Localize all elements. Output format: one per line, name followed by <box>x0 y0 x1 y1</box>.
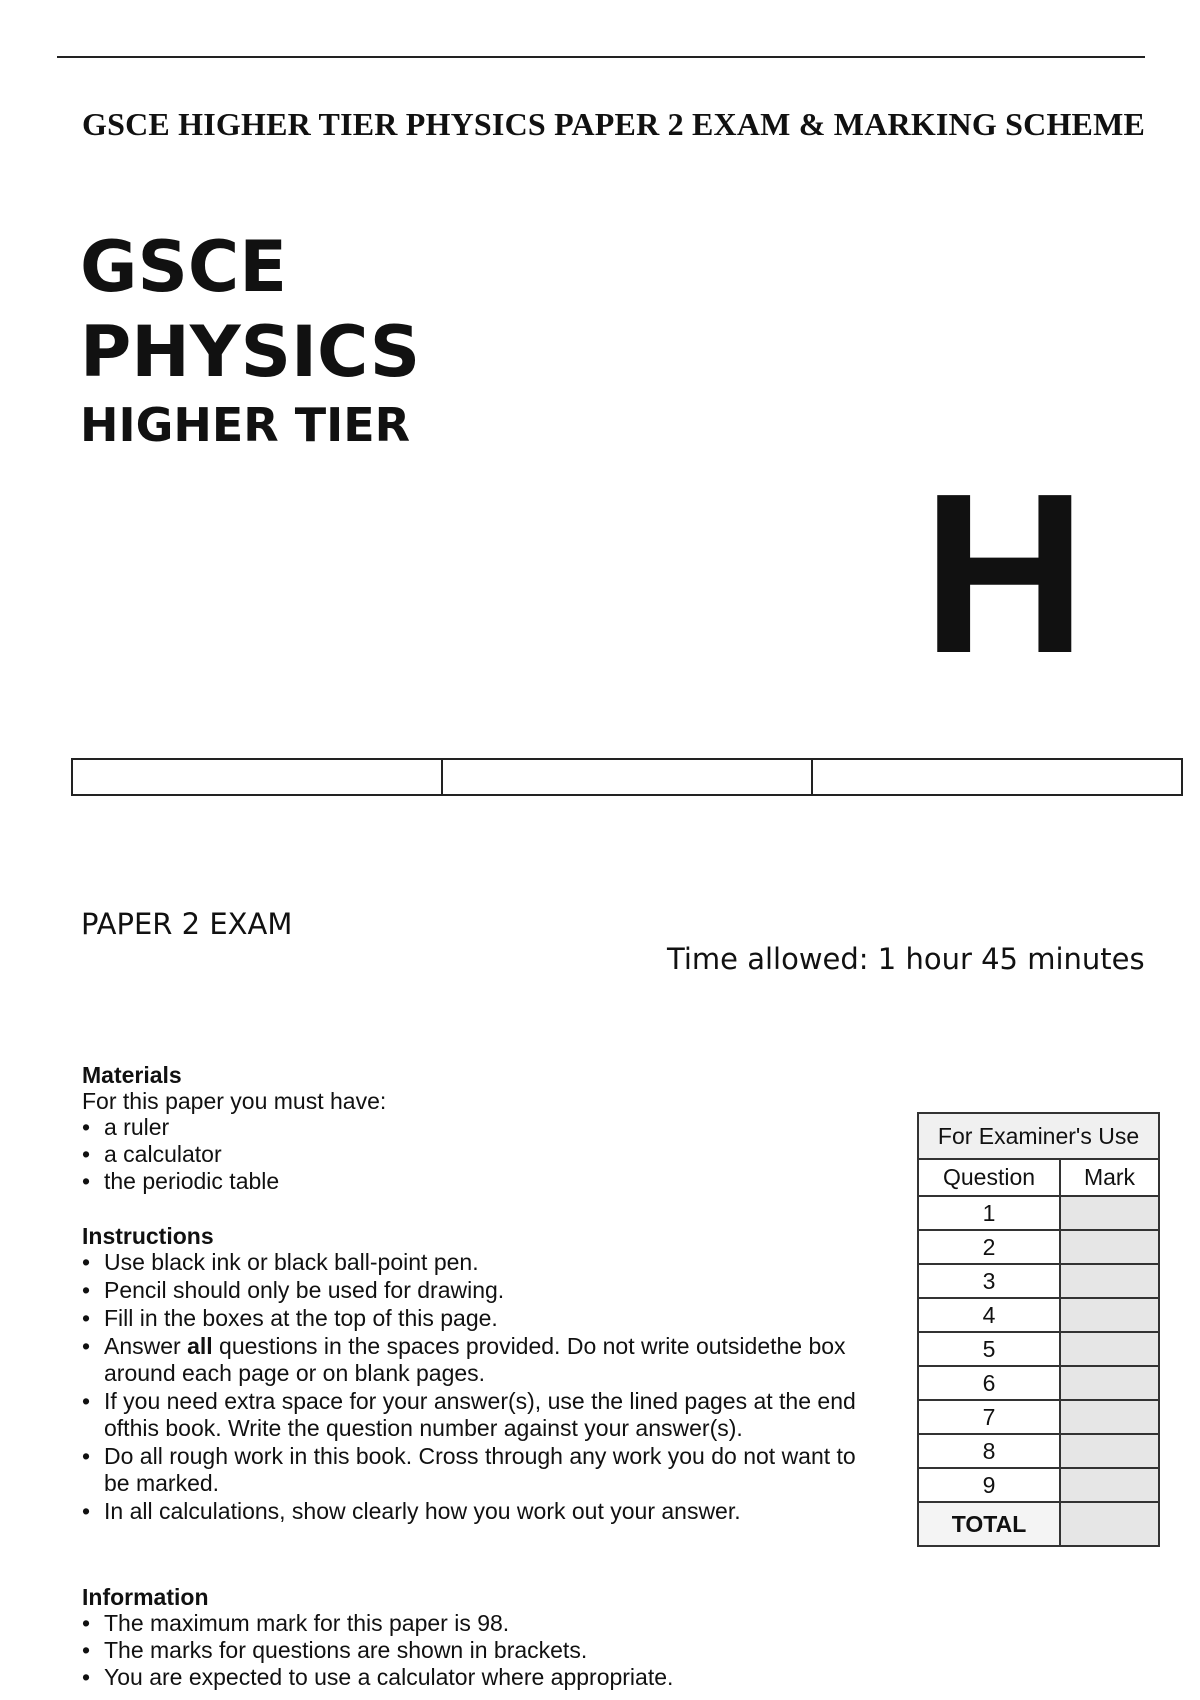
total-label: TOTAL <box>918 1502 1060 1546</box>
mark-cell[interactable] <box>1060 1264 1159 1298</box>
table-row <box>918 1264 1159 1298</box>
question-number: 4 <box>918 1298 1060 1332</box>
information-item: • The maximum mark for this paper is 98. <box>82 1610 882 1637</box>
mark-cell[interactable] <box>1060 1400 1159 1434</box>
table-row <box>918 1400 1159 1434</box>
instructions-list <box>82 1249 882 1525</box>
materials-item: • the periodic table <box>82 1168 702 1195</box>
mark-cell[interactable] <box>1060 1468 1159 1502</box>
materials-list <box>82 1114 702 1195</box>
information-item: • You are expected to use a calculator where appropriate. <box>82 1664 882 1691</box>
column-header-question: Question <box>918 1159 1060 1196</box>
information-section <box>82 1584 882 1691</box>
question-number: 9 <box>918 1468 1060 1502</box>
mark-cell[interactable] <box>1060 1196 1159 1230</box>
materials-heading: Materials <box>82 1062 182 1088</box>
candidate-box-2[interactable] <box>443 760 813 794</box>
brand-line-tier: HIGHER TIER <box>80 398 411 452</box>
candidate-box-3[interactable] <box>813 760 1181 794</box>
instruction-item: • If you need extra space for your answer(s), use the lined pages at the end ofthis book. Write the question number against your answer(s). <box>82 1388 882 1442</box>
instructions-section <box>82 1223 882 1526</box>
examiner-table-caption: For Examiner's Use <box>918 1113 1159 1159</box>
materials-item: • a calculator <box>82 1141 702 1168</box>
brand-line-physics: PHYSICS <box>80 311 421 393</box>
mark-cell[interactable] <box>1060 1230 1159 1264</box>
table-row <box>918 1230 1159 1264</box>
mark-cell[interactable] <box>1060 1366 1159 1400</box>
table-row <box>918 1196 1159 1230</box>
top-rule <box>57 56 1145 58</box>
table-row <box>918 1332 1159 1366</box>
materials-section <box>82 1062 702 1195</box>
question-number: 1 <box>918 1196 1060 1230</box>
question-number: 2 <box>918 1230 1060 1264</box>
information-item: • The marks for questions are shown in brackets. <box>82 1637 882 1664</box>
instruction-item: • Do all rough work in this book. Cross through any work you do not want to be marked. <box>82 1443 882 1497</box>
materials-item: • a ruler <box>82 1114 702 1141</box>
information-heading: Information <box>82 1584 209 1610</box>
mark-cell[interactable] <box>1060 1298 1159 1332</box>
table-row <box>918 1366 1159 1400</box>
candidate-box-1[interactable] <box>73 760 443 794</box>
mark-cell[interactable] <box>1060 1434 1159 1468</box>
paper-title: PAPER 2 EXAM <box>81 907 293 941</box>
question-number: 3 <box>918 1264 1060 1298</box>
time-allowed: Time allowed: 1 hour 45 minutes <box>667 942 1145 976</box>
document-header-title: GSCE HIGHER TIER PHYSICS PAPER 2 EXAM & MARKING SCHEME <box>82 106 1146 142</box>
mark-cell[interactable] <box>1060 1332 1159 1366</box>
emphasis-all: all <box>187 1333 213 1359</box>
tier-letter: H <box>922 447 1087 701</box>
question-number: 5 <box>918 1332 1060 1366</box>
table-row <box>918 1434 1159 1468</box>
question-number: 6 <box>918 1366 1060 1400</box>
column-header-mark: Mark <box>1060 1159 1159 1196</box>
question-number: 7 <box>918 1400 1060 1434</box>
instruction-item: • Fill in the boxes at the top of this page. <box>82 1305 882 1332</box>
total-mark-cell[interactable] <box>1060 1502 1159 1546</box>
table-row <box>918 1298 1159 1332</box>
instructions-heading: Instructions <box>82 1223 214 1249</box>
table-row <box>918 1468 1159 1502</box>
candidate-details-boxes <box>71 758 1183 796</box>
materials-intro: For this paper you must have: <box>82 1088 387 1114</box>
examiner-use-table <box>917 1112 1160 1547</box>
information-list <box>82 1610 882 1691</box>
total-row <box>918 1502 1159 1546</box>
instruction-item: • In all calculations, show clearly how you work out your answer. <box>82 1498 882 1525</box>
question-number: 8 <box>918 1434 1060 1468</box>
instruction-item: • Use black ink or black ball-point pen. <box>82 1249 882 1276</box>
brand-line-gsce: GSCE <box>80 226 288 308</box>
instruction-item: • Pencil should only be used for drawing. <box>82 1277 882 1304</box>
instruction-item: • Answer all questions in the spaces provided. Do not write outsidethe box around each page or on blank pages. <box>82 1333 882 1387</box>
